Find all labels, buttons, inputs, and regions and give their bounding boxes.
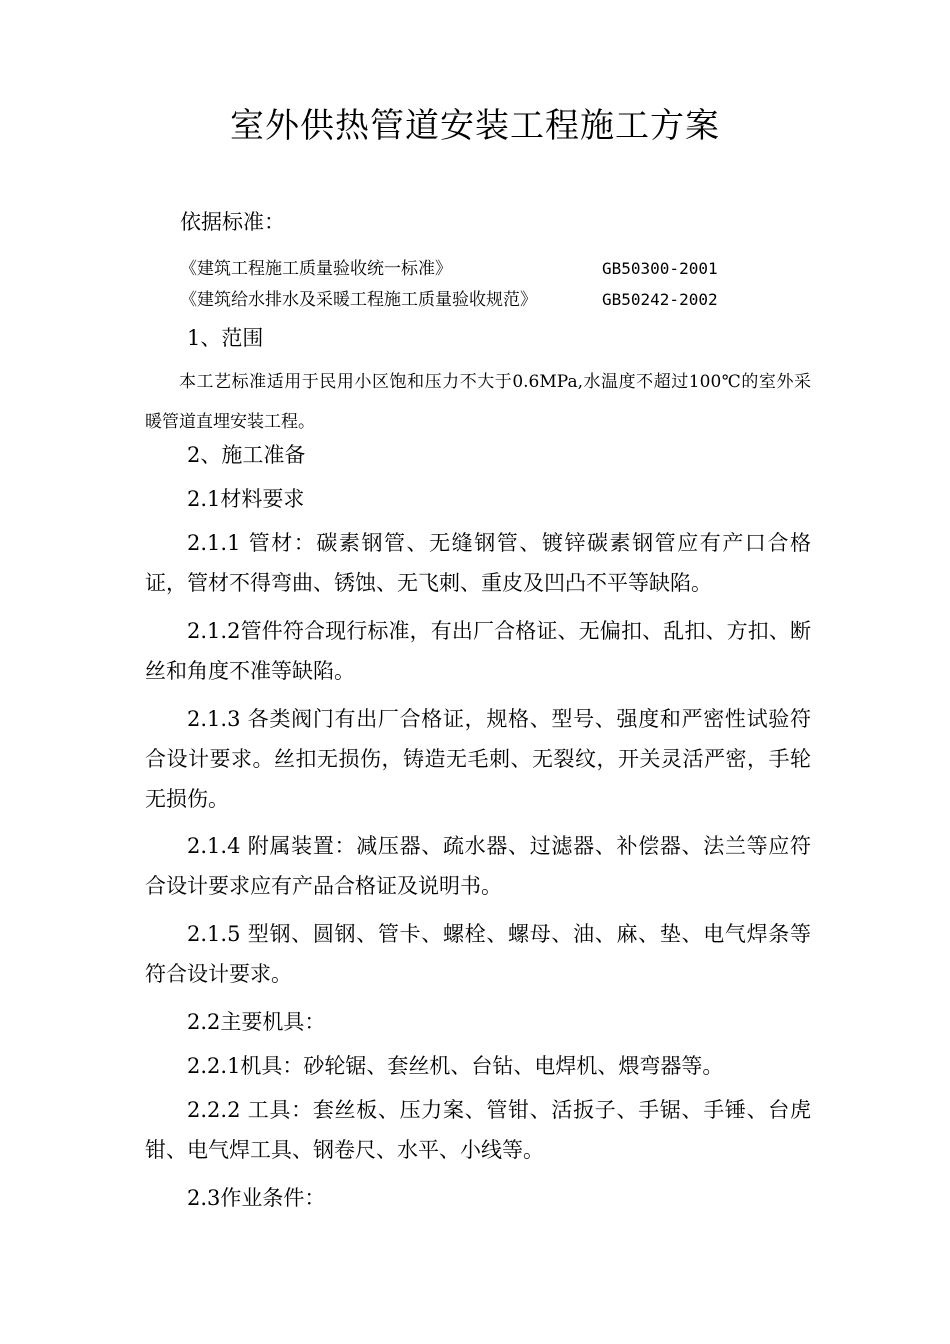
paragraph-2-1-1: 2.1.1 管材：碳素钢管、无缝钢管、镀锌碳素钢管应有产口合格证，管材不得弯曲、锈蚀、无飞刺、重皮及凹凸不平等缺陷。 — [145, 531, 811, 595]
basis-heading: 依据标准： — [180, 210, 285, 234]
paragraph-2-1-5: 2.1.5 型钢、圆钢、管卡、螺栓、螺母、油、麻、垫、电气焊条等符合设计要求。 — [145, 922, 811, 986]
standard-row — [180, 255, 800, 283]
paragraph-2-1-4: 2.1.4 附属装置：减压器、疏水器、过滤器、补偿器、法兰等应符合设计要求应有产品合格证及说明书。 — [145, 834, 811, 898]
document-title: 室外供热管道安装工程施工方案 — [230, 106, 720, 146]
section-heading-scope: 1、范围 — [187, 326, 264, 350]
paragraph-2-1-2: 2.1.2管件符合现行标准，有出厂合格证、无偏扣、乱扣、方扣、断丝和角度不准等缺陷。 — [145, 619, 811, 683]
standard-code: GB50300-2001 — [602, 259, 718, 278]
section-heading-preparation: 2、施工准备 — [187, 443, 306, 467]
paragraph-2-2-1: 2.2.1机具：砂轮锯、套丝机、台钻、电焊机、煨弯器等。 — [187, 1054, 724, 1078]
subsection-heading-materials: 2.1材料要求 — [187, 487, 305, 511]
paragraph-2-2-2: 2.2.2 工具：套丝板、压力案、管钳、活扳子、手锯、手锤、台虎钳、电气焊工具、钢卷尺、水平、小线等。 — [145, 1098, 811, 1162]
standard-row — [180, 286, 800, 314]
scope-paragraph: 本工艺标准适用于民用小区饱和压力不大于0.6MPa,水温度不超过100℃的室外采暖管道直埋安装工程。 — [145, 372, 811, 432]
subsection-heading-machinery: 2.2主要机具： — [187, 1010, 326, 1034]
standard-code: GB50242-2002 — [602, 290, 718, 309]
standard-name: 《建筑工程施工质量验收统一标准》 — [180, 259, 452, 279]
standard-name: 《建筑给水排水及采暖工程施工质量验收规范》 — [180, 290, 537, 310]
subsection-heading-conditions: 2.3作业条件： — [187, 1186, 326, 1210]
paragraph-2-1-3: 2.1.3 各类阀门有出厂合格证，规格、型号、强度和严密性试验符合设计要求。丝扣无损伤，铸造无毛刺、无裂纹，开关灵活严密，手轮无损伤。 — [145, 707, 811, 811]
